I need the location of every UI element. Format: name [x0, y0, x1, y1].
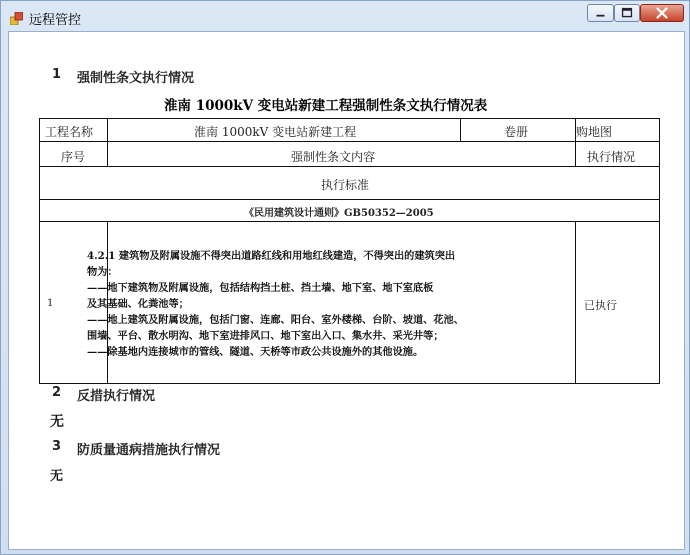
- section-3-number: 3: [52, 439, 62, 454]
- project-name-label: 工程名称: [45, 125, 94, 139]
- volume-label: 卷册: [504, 125, 529, 139]
- table-title: 淮南 1000kV 变电站新建工程强制性条文执行情况表: [164, 98, 488, 114]
- close-icon: [641, 5, 683, 21]
- minimize-icon: [588, 5, 613, 21]
- maximize-button[interactable]: [614, 4, 640, 22]
- volume-value: 购地图: [576, 125, 613, 139]
- row-seq: 1: [47, 298, 54, 309]
- standard-name: 《民用建筑设计通则》GB50352—2005: [244, 208, 434, 219]
- provision-line: 围墙、平台、散水明沟、地下室进排风口、地下室出入口、集水井、采光井等；: [87, 330, 444, 342]
- provision-line: ——除基地内连接城市的管线、隧道、天桥等市政公共设施外的其他设施。: [87, 346, 424, 358]
- app-window-icon: [10, 10, 23, 23]
- standard-header: 执行标准: [321, 178, 370, 192]
- provision-line: 及其基础、化粪池等；: [87, 298, 189, 310]
- provision-line: 4.2.1 建筑物及附属设施不得突出道路红线和用地红线建造，不得突出的建筑突出: [87, 250, 456, 262]
- provision-content: [87, 248, 547, 360]
- section-2-body: 无: [50, 414, 64, 430]
- provision-line: ——地上建筑及附属设施，包括门窗、连廊、阳台、室外楼梯、台阶、坡道、花池、: [87, 314, 464, 326]
- row-status: 已执行: [584, 299, 617, 312]
- seq-header: 序号: [61, 150, 86, 164]
- section-3-title: 防质量通病措施执行情况: [77, 443, 221, 458]
- provision-line: 物为：: [87, 266, 118, 278]
- title-bar[interactable]: [1, 1, 689, 31]
- section-2-number: 2: [52, 385, 62, 400]
- status-header: 执行情况: [587, 150, 636, 164]
- content-header: 强制性条文内容: [291, 150, 376, 164]
- section-2-title: 反措执行情况: [77, 389, 156, 404]
- maximize-icon: [615, 5, 639, 21]
- section-3-body: 无: [50, 469, 64, 484]
- document-viewer[interactable]: [8, 31, 685, 550]
- window-title: 远程管控: [29, 13, 82, 28]
- provision-line: ——地下建筑物及附属设施，包括结构挡土桩、挡土墙、地下室、地下室底板: [87, 282, 434, 294]
- close-button[interactable]: [640, 4, 684, 22]
- section-1-title: 强制性条文执行情况: [77, 71, 195, 86]
- minimize-button[interactable]: [587, 4, 614, 22]
- project-name-value: 淮南 1000kV 变电站新建工程: [194, 125, 357, 139]
- section-1-number: 1: [52, 67, 62, 82]
